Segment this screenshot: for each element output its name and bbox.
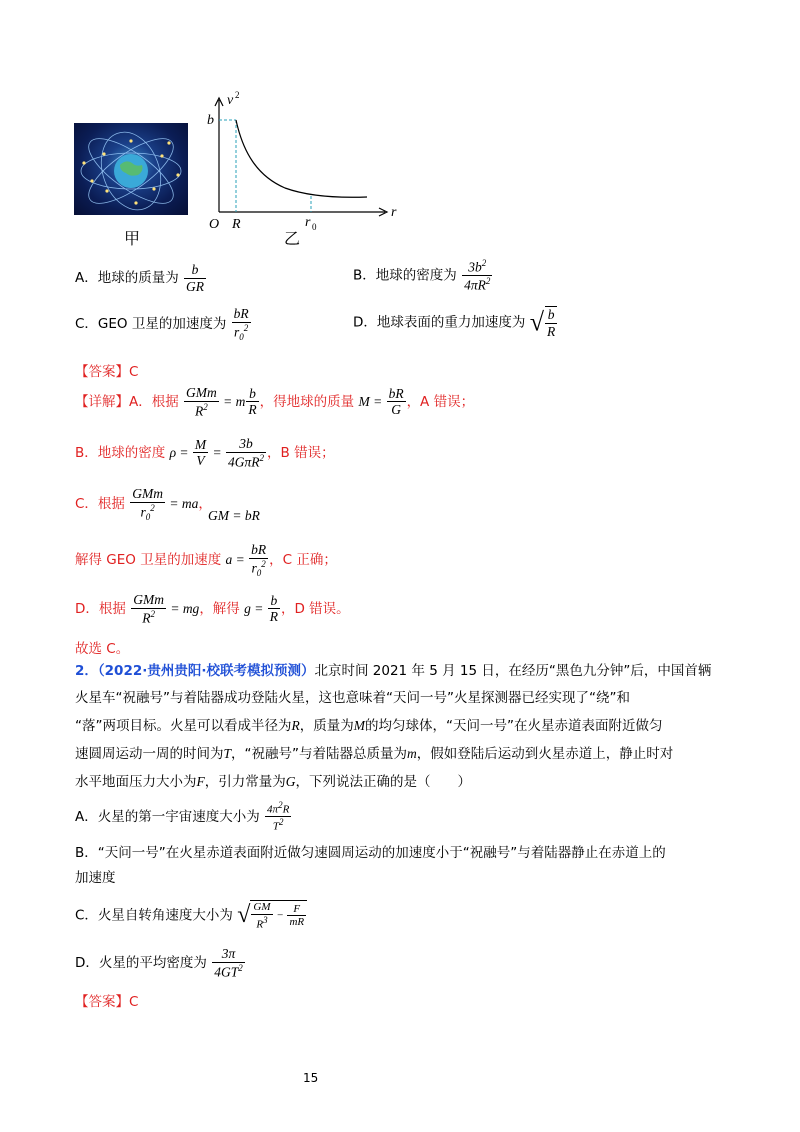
v2-curve — [236, 120, 367, 197]
formula-4pi2R-over-T2: $\frac{4\pi^2R}{T^2}$ — [267, 800, 290, 833]
origin-label: O — [209, 217, 220, 232]
q1-option-c: C．GEO 卫星的加速度为 $\frac{bR}{r_0^2}$ — [75, 306, 249, 342]
satellite-globe-image — [74, 123, 188, 215]
formula-M-over-V: $\frac{M}{V}$ — [194, 436, 207, 469]
q2-option-b-line-2: 加速度 — [75, 870, 116, 886]
v2-r-graph — [205, 90, 415, 240]
tick-r0-sub: 0 — [312, 222, 317, 232]
q1-detail-b: B．地球的密度 ρ = $\frac{M}{V}$ = $\frac{3b}{4G\pi R^2}$ ，B 错误； — [75, 436, 335, 470]
page-number: 15 — [303, 1071, 319, 1085]
q2-stem-line-2: 火星车“祝融号”与着陆器成功登陆火星，这也意味着“天问一号”火星探测器已经实现了“绕”和 — [75, 690, 630, 706]
q2-answer: 【答案】C — [75, 994, 139, 1010]
q1-conclusion: 故选 C。 — [75, 641, 130, 657]
q2-stem-line-4: 速圆周运动一周的时间为T，“祝融号”与着陆器总质量为m，假如登陆后运动到火星赤道上，静止时对 — [75, 746, 674, 762]
formula-GMm-over-R2: $\frac{\text{GMm}}{R^2}$ — [186, 385, 217, 419]
formula-bR-over-r0sq: $\frac{bR}{r_0^2}$ — [233, 306, 249, 342]
q2-stem-line-5: 水平地面压力大小为F，引力常量为G，下列说法正确的是（ ） — [75, 774, 471, 790]
q2-option-d: D．火星的平均密度为 $\frac{3\pi}{4GT^2}$ — [75, 946, 243, 980]
q2-source: （2022·贵州贵阳·校联考模拟预测） — [97, 663, 315, 679]
formula-bR-over-G: $\frac{bR}{G}$ — [388, 385, 404, 418]
q2-stem-line-3: “落”两项目标。火星可以看成半径为R，质量为M的均匀球体，“天问一号”在火星赤道表面附近做匀 — [75, 718, 663, 734]
figure-label-yi: 乙 — [284, 229, 301, 248]
q2-option-c: C．火星自转角速度大小为 √ $\frac{GM}{R^3}$ − $\frac{F}{mR}$ — [75, 900, 307, 931]
q2-option-a: A．火星的第一宇宙速度大小为 $\frac{4\pi^2R}{T^2}$ — [75, 800, 290, 833]
formula-GMm-over-r0sq: $\frac{\text{GMm}}{r_0^2}$ — [132, 486, 163, 522]
q1-option-a: A．地球的质量为 $\frac{b}{GR}$ — [75, 262, 205, 294]
q2-number: 2． — [75, 663, 98, 679]
q1-answer: 【答案】C — [75, 364, 139, 380]
q1-option-d: D．地球表面的重力加速度为 √ $\frac{b}{R}$ — [353, 306, 558, 339]
q1-detail-a: 【详解】A．根据 $\frac{\text{GMm}}{R^2}$ = m $\frac{b}{R}$ ，得地球的质量 M = $\frac{bR}{G}$ ，A 错误； — [75, 385, 475, 419]
q1-detail-d: D．根据 $\frac{\text{GMm}}{R^2}$ = mg，解得 g = $\frac{b}{R}$ ，D 错误。 — [75, 592, 350, 626]
q2-option-b-line-1: B．“天问一号”在火星赤道表面附近做匀速圆周运动的加速度小于“祝融号”与着陆器静止在赤道上的 — [75, 845, 666, 861]
axis-y-sup: 2 — [235, 90, 240, 100]
formula-3b-over-4GpiR2: $\frac{3b}{4G\pi R^2}$ — [228, 436, 265, 470]
tick-r0-label: r — [305, 215, 311, 230]
formula-3pi-over-4GT2: $\frac{3\pi}{4GT^2}$ — [214, 946, 243, 980]
axis-x-label: r — [391, 205, 397, 220]
formula-b-over-GR: $\frac{b}{GR}$ — [186, 262, 205, 294]
q1-detail-c-eq: GM = bR — [208, 508, 260, 523]
axis-y-label: v — [227, 93, 234, 108]
q1-detail-c: C．根据 $\frac{\text{GMm}}{r_0^2}$ = ma， — [75, 486, 212, 522]
q2-stem — [75, 658, 725, 796]
tick-b-label: b — [207, 113, 214, 128]
formula-3b2-over-4piR2: $\frac{3b^2}{4\pi R^2}$ — [464, 258, 491, 293]
formula-GMm-over-R2-d: $\frac{\text{GMm}}{R^2}$ — [133, 592, 164, 626]
figure-label-jia: 甲 — [124, 229, 141, 248]
q1-detail-c2: 解得 GEO 卫星的加速度 a = $\frac{bR}{r_0^2}$ ，C 正确； — [75, 542, 337, 578]
formula-sqrt-b-over-R: √ $\frac{b}{R}$ — [529, 307, 556, 339]
tick-R-label: R — [232, 217, 241, 232]
formula-g-b-over-R: $\frac{b}{R}$ — [269, 592, 278, 625]
formula-a-bR-over-r0sq: $\frac{bR}{r_0^2}$ — [251, 542, 267, 578]
formula-b-over-R: $\frac{b}{R}$ — [248, 385, 257, 418]
q1-option-b: B．地球的密度为 $\frac{3b^2}{4\pi R^2}$ — [353, 258, 491, 293]
q2-stem-line-1: 2．（2022·贵州贵阳·校联考模拟预测）北京时间 2021 年 5 月 15 日，在经历“黑色九分钟”后，中国首辆 — [75, 663, 712, 679]
formula-sqrt-GM-R3-minus-F-mR: √ $\frac{GM}{R^3}$ − $\frac{F}{mR}$ — [237, 900, 307, 931]
